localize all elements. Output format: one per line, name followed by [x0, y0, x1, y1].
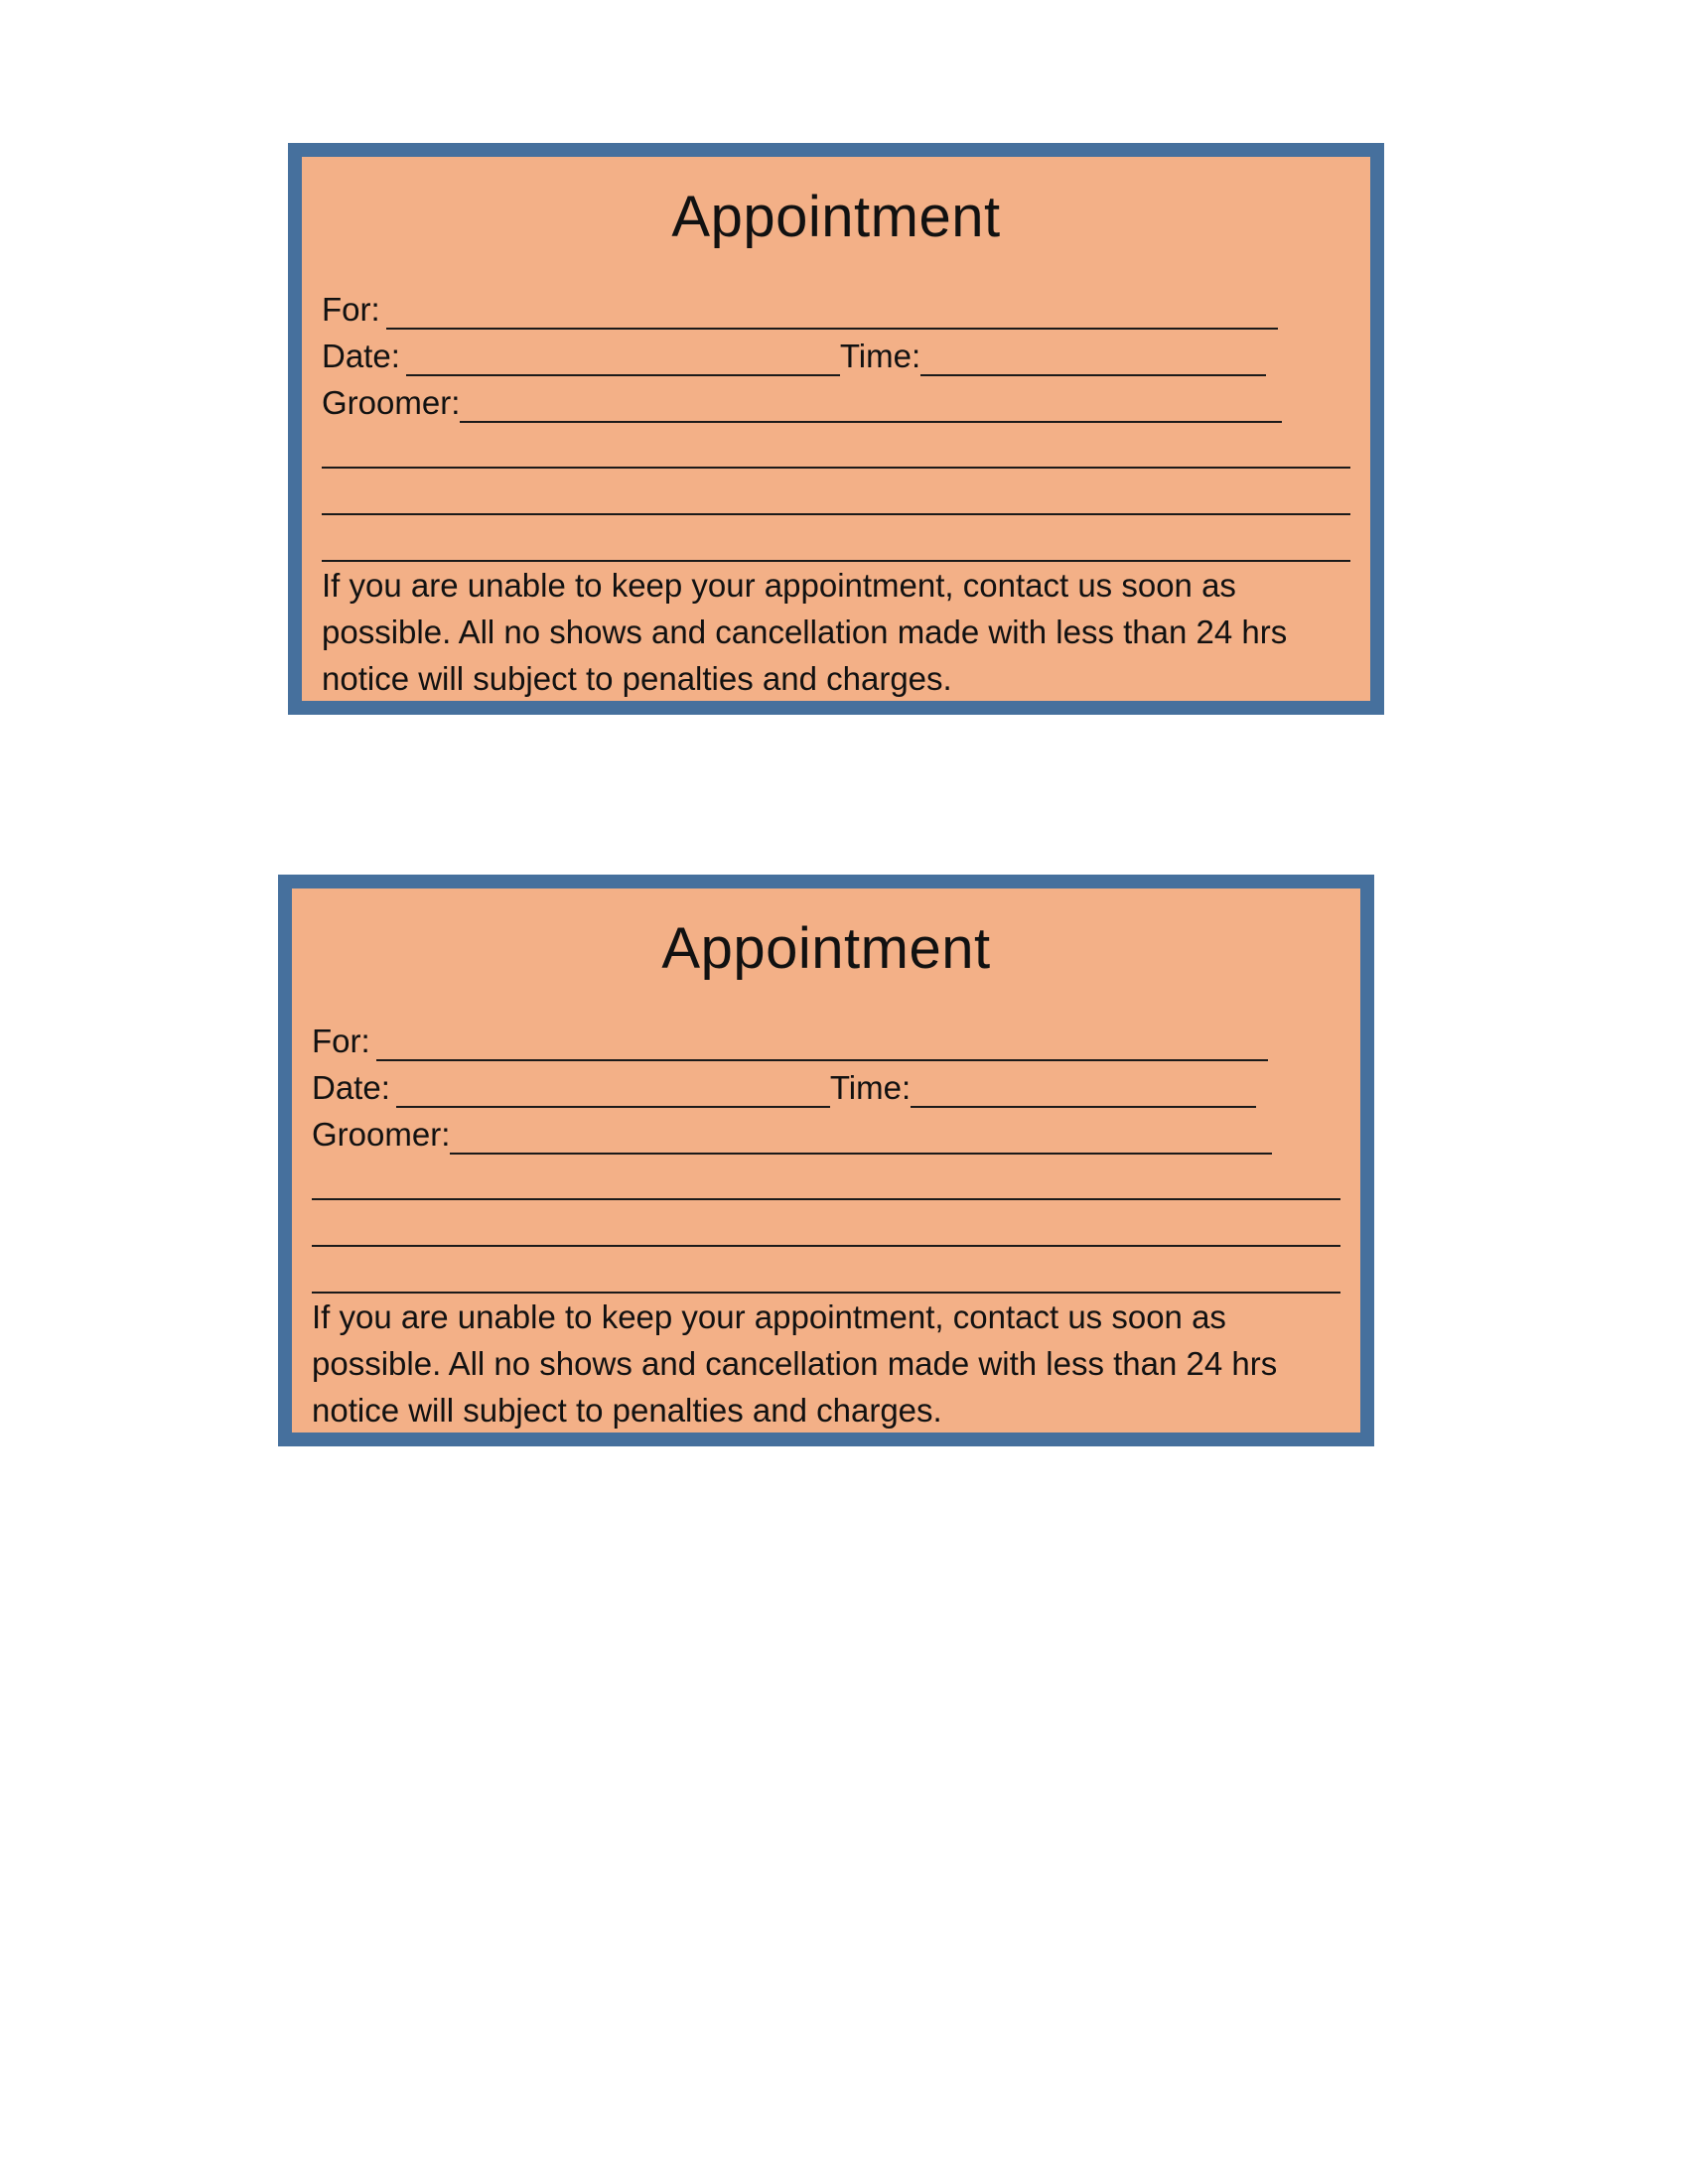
- notes-blank-line[interactable]: [322, 513, 1350, 515]
- notes-blank-line[interactable]: [322, 467, 1350, 469]
- for-blank-line[interactable]: [386, 292, 1278, 330]
- date-time-field: [322, 331, 1266, 376]
- groomer-blank-line[interactable]: [460, 385, 1282, 423]
- time-label: Time:: [839, 338, 921, 374]
- card-title: Appointment: [671, 185, 1001, 249]
- groomer-label: Groomer:: [322, 384, 461, 421]
- date-time-field: [312, 1062, 1256, 1108]
- groomer-field: [312, 1109, 1272, 1155]
- for-field: [322, 284, 1278, 330]
- groomer-label: Groomer:: [312, 1116, 451, 1153]
- card-title: Appointment: [661, 916, 991, 981]
- time-blank-line[interactable]: [911, 1070, 1256, 1108]
- date-blank-line[interactable]: [396, 1070, 830, 1108]
- cancellation-notice: If you are unable to keep your appointment, contact us soon as possible. All no shows and cancellation made with less than 24 hrs notice will subject to penalties and charges.: [322, 567, 1288, 697]
- groomer-field: [322, 377, 1282, 423]
- date-label: Date:: [322, 338, 400, 374]
- for-label: For:: [322, 291, 380, 328]
- for-blank-line[interactable]: [376, 1024, 1268, 1061]
- groomer-blank-line[interactable]: [450, 1117, 1272, 1155]
- for-label: For:: [312, 1023, 370, 1059]
- date-blank-line[interactable]: [406, 339, 840, 376]
- notes-blank-line[interactable]: [312, 1198, 1340, 1200]
- appointment-card: [278, 875, 1374, 1446]
- date-label: Date:: [312, 1069, 390, 1106]
- time-blank-line[interactable]: [920, 339, 1266, 376]
- appointment-card: [288, 143, 1384, 715]
- time-label: Time:: [829, 1069, 912, 1106]
- notes-blank-line[interactable]: [312, 1245, 1340, 1247]
- for-field: [312, 1016, 1268, 1061]
- cancellation-notice: If you are unable to keep your appointment, contact us soon as possible. All no shows and cancellation made with less than 24 hrs notice will subject to penalties and charges.: [312, 1298, 1278, 1429]
